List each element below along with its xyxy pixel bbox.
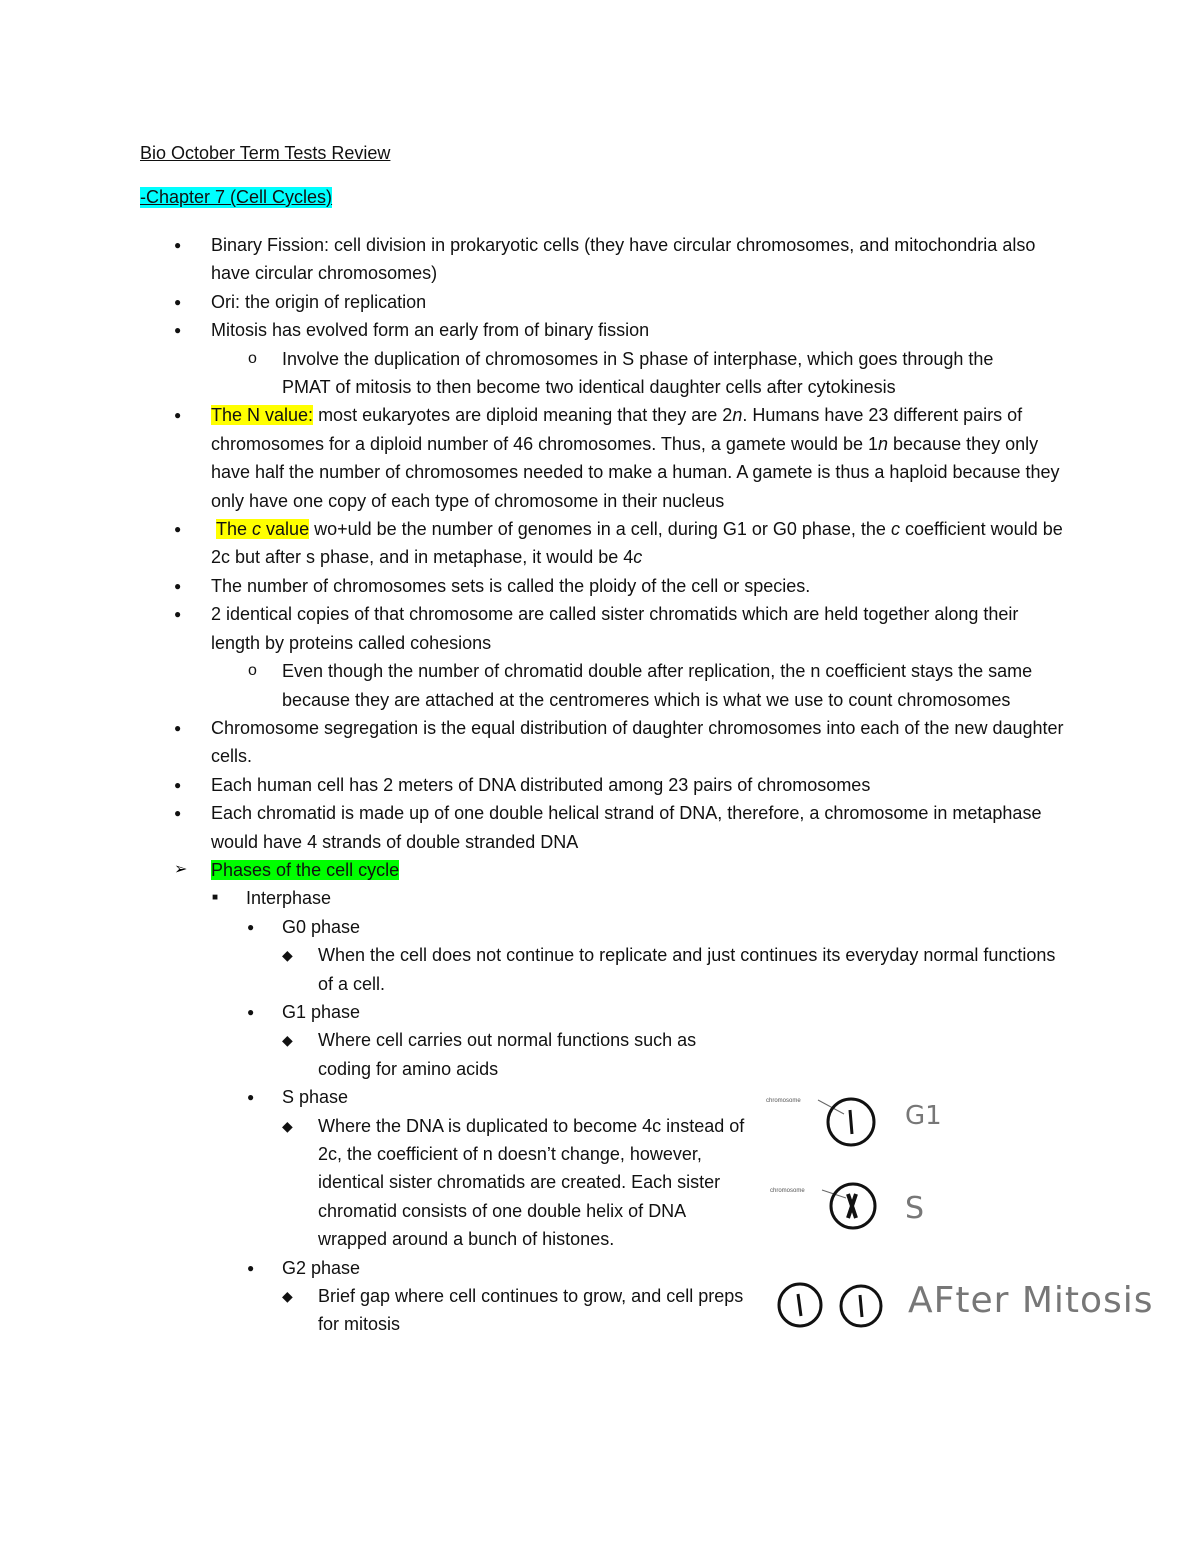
list-item: o Even though the number of chromatid double after replication, the n coefficient stays the same because they are attached at the centromeres which is what we use to count chromosomes <box>0 657 1042 714</box>
list-item: ● Chromosome segregation is the equal distribution of daughter chromosomes into each of the new daughter cells. <box>0 714 1071 771</box>
circle-bullet-icon: o <box>248 349 257 367</box>
list-item: ● Ori: the origin of replication <box>0 288 1071 316</box>
phases-heading-item <box>0 856 1071 884</box>
list-item: ● Mitosis has evolved form an early from of binary fission <box>0 316 1071 344</box>
list-item: ● 2 identical copies of that chromosome are called sister chromatids which are held together along their length by proteins called cohesions <box>0 600 1071 657</box>
list-item: ● The c value wo+uld be the number of genomes in a cell, during G1 or G0 phase, the c coefficient would be 2c but after s phase, and in metaphase, it would be 4c <box>0 515 1071 572</box>
after-mitosis-label: AFter Mitosis <box>908 1280 1154 1321</box>
bullet-icon: ● <box>174 323 182 338</box>
list-item: ◆ When the cell does not continue to replicate and just continues its everyday normal functions of a cell. <box>0 941 1058 998</box>
bullet-icon: ● <box>174 522 182 537</box>
bullet-icon: ● <box>247 1090 255 1105</box>
list-item: ● The number of chromosomes sets is called the ploidy of the cell or species. <box>0 572 1071 600</box>
bullet-icon: ● <box>247 919 255 934</box>
diamond-bullet-icon: ◆ <box>282 1117 293 1134</box>
g1-label: G1 <box>905 1101 942 1131</box>
s-label: S <box>905 1191 925 1226</box>
chromosome-label-g1: chromosome <box>766 1098 801 1104</box>
arrow-bullet-icon: ➢ <box>174 860 188 878</box>
list-item: ● G1 phase <box>0 998 1200 1026</box>
list-item: ● Binary Fission: cell division in prokaryotic cells (they have circular chromosomes, and mitochondria also have circular chromosomes) <box>0 231 1071 288</box>
bullet-icon: ● <box>174 294 182 309</box>
diamond-bullet-icon: ◆ <box>282 1288 293 1305</box>
c-value-term: The c value <box>216 519 310 540</box>
bullet-icon: ● <box>247 1260 255 1275</box>
s-chromosome <box>848 1194 856 1218</box>
list-item: ◆ Where the DNA is duplicated to become 4c instead of 2c, the coefficient of n doesn’t change, however, identical sister chromatids are created. Each sister chromatid consists of one double helix of DNA wrapped around a bunch of histones. <box>0 1112 748 1254</box>
chapter-heading: -Chapter 7 (Cell Cycles) <box>140 187 333 207</box>
bullet-icon: ● <box>174 408 182 423</box>
phases-heading: Phases of the cell cycle <box>211 859 400 880</box>
g1-chromosome <box>850 1110 852 1134</box>
list-item: ● G2 phase <box>0 1254 1200 1282</box>
bullet-icon: ● <box>174 607 182 622</box>
square-bullet-icon: ■ <box>212 892 219 904</box>
document-title: Bio October Term Tests Review <box>140 143 391 163</box>
bullet-icon: ● <box>174 806 182 821</box>
list-item: ● Each chromatid is made up of one double helical strand of DNA, therefore, a chromosome in metaphase would have 4 strands of double stranded DNA <box>0 799 1071 856</box>
list-item: ◆ Brief gap where cell continues to grow, and cell preps for mitosis <box>0 1282 748 1339</box>
chromosome-label-s: chromosome <box>770 1188 805 1194</box>
list-item: ● Each human cell has 2 meters of DNA distributed among 23 pairs of chromosomes <box>0 771 1071 799</box>
bullet-icon: ● <box>174 578 182 593</box>
list-item: o Involve the duplication of chromosomes in S phase of interphase, which goes through the PMAT of mitosis to then become two identical daughter cells after cytokinesis <box>0 345 1042 402</box>
list-item: ◆ Where cell carries out normal functions such as coding for amino acids <box>0 1026 748 1083</box>
list-item: ● G0 phase <box>0 913 1200 941</box>
n-value-term: The N value: <box>211 405 314 426</box>
daughter-chromosome-2 <box>860 1295 862 1317</box>
list-item: ● The N value: most eukaryotes are diploid meaning that they are 2n. Humans have 23 different pairs of chromosomes for a diploid number of 46 chromosomes. Thus, a gamete would be 1n because they only have half the number of chromosomes needed to make a human. A gamete is thus a haploid because they only have one copy of each type of chromosome in their nucleus <box>0 401 1071 515</box>
bullet-icon: ● <box>247 1004 255 1019</box>
cell-cycle-sketch <box>760 1080 1180 1350</box>
list-item: ● S phase <box>0 1083 1200 1111</box>
bullet-icon: ● <box>174 238 182 252</box>
bullet-icon: ● <box>174 720 182 735</box>
circle-bullet-icon: o <box>248 662 257 680</box>
diamond-bullet-icon: ◆ <box>282 947 293 964</box>
daughter-chromosome-1 <box>798 1294 801 1316</box>
diamond-bullet-icon: ◆ <box>282 1032 293 1049</box>
bullet-icon: ● <box>174 777 182 792</box>
list-item: ■ Interphase <box>0 884 1200 912</box>
